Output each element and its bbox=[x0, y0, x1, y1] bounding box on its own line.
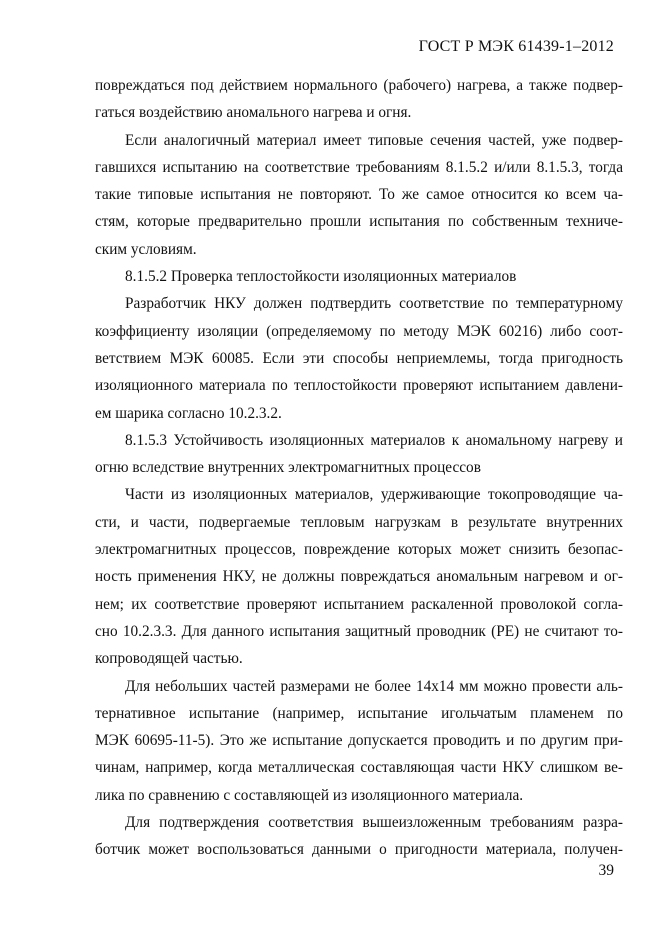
text-line: Для небольших частей размерами не более 14x14 мм можно провести аль- bbox=[125, 677, 623, 695]
text-line: ность применения НКУ, не должны повреждаться аномальным нагревом и ог- bbox=[95, 568, 623, 586]
text-line: Для подтверждения соответствия вышеизложенным требованиям разра- bbox=[125, 814, 623, 832]
text-line: изоляционного материала по теплостойкости проверяют испытанием давлени- bbox=[95, 377, 623, 395]
text-line: ским условиям. bbox=[95, 240, 197, 258]
text-line: ботчик может воспользоваться данными о пригодности материала, получен- bbox=[95, 841, 623, 859]
text-line: лика по сравнению с составляющей из изоляционного материала. bbox=[95, 786, 524, 804]
text-line: тернативное испытание (например, испытание игольчатым пламенем по bbox=[95, 704, 623, 722]
text-line: коэффициенту изоляции (определяемому по методу МЭК 60216) либо соот- bbox=[95, 322, 623, 340]
text-line: гавшихся испытанию на соответствие требованиям 8.1.5.2 и/или 8.1.5.3, тогда bbox=[95, 158, 623, 176]
text-line: нем; их соответствие проверяют испытанием раскаленной проволокой согла- bbox=[95, 595, 623, 613]
standard-header: ГОСТ Р МЭК 61439-1–2012 bbox=[418, 38, 614, 55]
text-line: гаться воздействию аномального нагрева и огня. bbox=[95, 104, 412, 122]
text-line: 8.1.5.3 Устойчивость изоляционных материалов к аномальному нагреву и bbox=[125, 431, 623, 449]
text-line: повреждаться под действием нормального (рабочего) нагрева, а также подвер- bbox=[95, 77, 623, 94]
text-line: сно 10.2.3.3. Для данного испытания защитный проводник (PE) не считают то- bbox=[95, 622, 623, 640]
text-line: стям, которые предварительно прошли испытания по собственным техниче- bbox=[95, 213, 623, 231]
page-number: 39 bbox=[598, 862, 614, 879]
text-line: такие типовые испытания не повторяют. То же самое относится ко всем ча- bbox=[95, 186, 623, 204]
text-line: копроводящей частью. bbox=[95, 650, 243, 668]
text-line: Разработчик НКУ должен подтвердить соответствие по температурному bbox=[125, 295, 623, 313]
text-line: чинам, например, когда металлическая составляющая части НКУ слишком ве- bbox=[95, 759, 623, 777]
text-line: электромагнитных процессов, повреждение которых может снизить безопас- bbox=[95, 541, 623, 559]
text-line: огню вследствие внутренних электромагнитных процессов bbox=[95, 459, 481, 477]
body-text bbox=[95, 72, 623, 864]
text-line: ем шарика согласно 10.2.3.2. bbox=[95, 404, 282, 422]
text-line: сти, и части, подвергаемые тепловым нагрузкам в результате внутренних bbox=[95, 513, 623, 531]
text-line: МЭК 60695-11-5). Это же испытание допускается проводить и по другим при- bbox=[95, 732, 623, 750]
text-line: Если аналогичный материал имеет типовые сечения частей, уже подвер- bbox=[125, 131, 623, 149]
text-line: ветствием МЭК 60085. Если эти способы неприемлемы, тогда пригодность bbox=[95, 349, 623, 367]
text-line: Части из изоляционных материалов, удерживающие токопроводящие ча- bbox=[125, 486, 623, 504]
text-line: 8.1.5.2 Проверка теплостойкости изоляционных материалов bbox=[125, 268, 517, 286]
